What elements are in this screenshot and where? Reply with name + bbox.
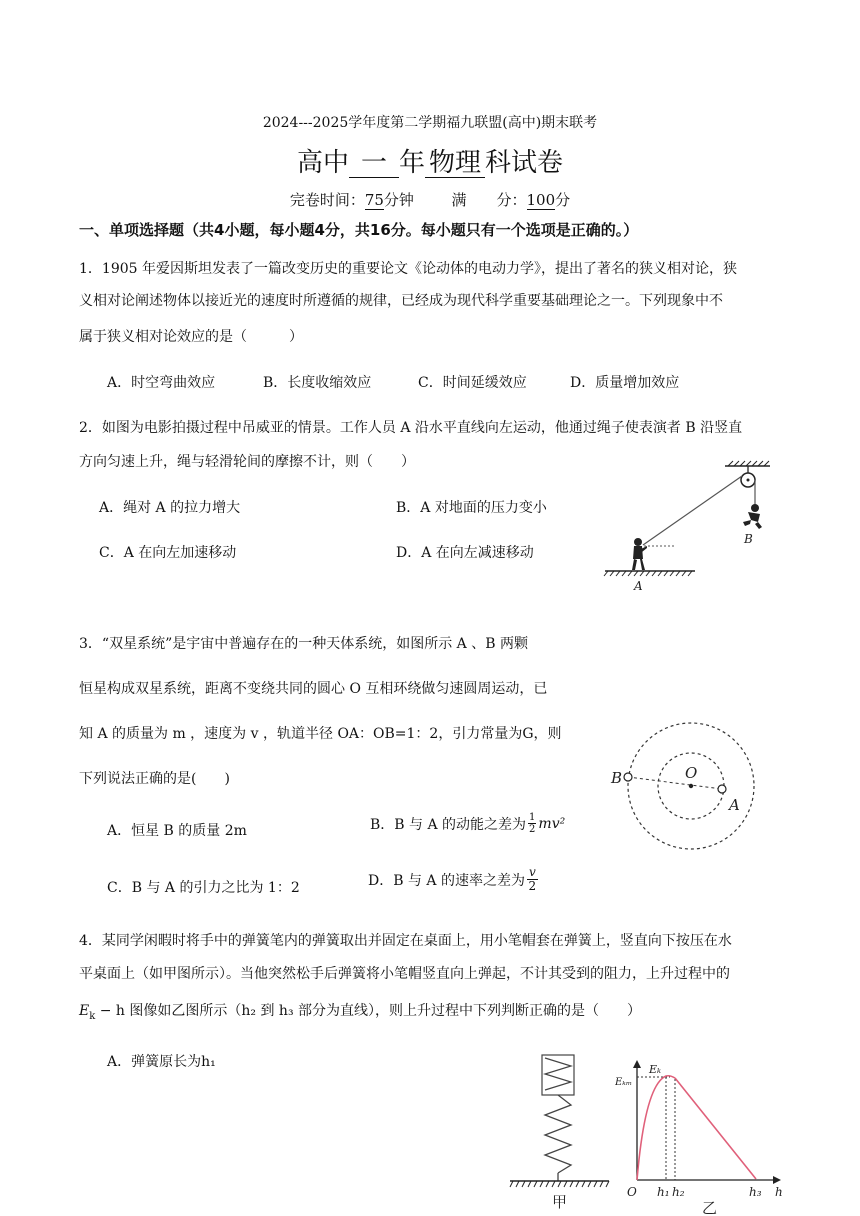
q3-figure xyxy=(605,700,775,860)
star-b xyxy=(624,773,632,781)
graph-label-h1: h₁ xyxy=(657,1185,670,1199)
worker-a-icon xyxy=(632,538,647,570)
q1-line2: 义相对论阐述物体以接近光的速度时所遵循的规律，已经成为现代科学重要基础理论之一。下列现象中不 xyxy=(79,293,723,309)
q1-option-c[interactable]: C．时间延缓效应 xyxy=(418,375,527,391)
score-label: 满 分： xyxy=(451,191,527,209)
q3-figure-label-b: B xyxy=(611,769,623,787)
q1-option-a[interactable]: A．时空弯曲效应 xyxy=(107,375,216,391)
spring xyxy=(545,1095,571,1173)
q3-line1: 3．“双星系统”是宇宙中普遍存在的一种天体系统，如图所示 A 、B 两颗 xyxy=(79,636,528,652)
q4-ek-subscript: k xyxy=(89,1010,96,1022)
q4-line1: 4．某同学闲暇时将手中的弹簧笔内的弹簧取出并固定在桌面上，用小笔帽套在弹簧上，竖直向下按压在水 xyxy=(79,933,732,949)
q2-option-a[interactable]: A．绳对 A 的拉力增大 xyxy=(99,500,241,516)
time-unit: 分钟 xyxy=(383,191,414,209)
q4-line3-text: − h 图像如乙图所示（h₂ 到 h₃ 部分为直线），则上升过程中下列判断正确的是（ ） xyxy=(95,1003,642,1019)
q2-figure xyxy=(600,460,780,595)
q3-line3: 知 A 的质量为 m ，速度为 v ，轨道半径 OA：OB=1：2，引力常量为G，则 xyxy=(79,726,562,742)
q3-option-b-fraction xyxy=(528,812,536,835)
graph-label-h2: h₂ xyxy=(672,1185,685,1199)
title-grade: 一 xyxy=(349,150,399,178)
q4-option-a[interactable]: A．弹簧原长为h₁ xyxy=(107,1054,216,1070)
q3-option-d-fraction xyxy=(527,866,538,893)
q3-option-d-numerator: v xyxy=(528,865,536,879)
title-part2: 年 xyxy=(398,148,425,178)
graph-label-ek: Eₖ xyxy=(649,1063,662,1076)
q1-option-b[interactable]: B．长度收缩效应 xyxy=(263,375,372,391)
section-heading: 一、单项选择题（共4小题，每小题4分，共16分。每小题只有一个选项是正确的。） xyxy=(79,221,639,239)
ek-line xyxy=(675,1078,756,1179)
time-value: 75 xyxy=(364,191,384,209)
title-subject: 物理 xyxy=(425,150,485,178)
performer-b-icon xyxy=(743,504,762,529)
exam-info xyxy=(0,189,860,210)
q2-line2: 方向匀速上升，绳与轻滑轮间的摩擦不计，则（ ） xyxy=(79,454,415,470)
q3-line4: 下列说法正确的是( ) xyxy=(79,771,230,787)
q2-option-d[interactable]: D．A 在向左减速移动 xyxy=(396,545,534,561)
graph-label-h: h xyxy=(775,1185,783,1199)
q3-option-b-tail: mv² xyxy=(538,815,566,832)
center-o xyxy=(689,784,693,788)
q1-option-d[interactable]: D．质量增加效应 xyxy=(570,375,680,391)
title-part1: 高中 xyxy=(296,148,349,178)
q3-line2: 恒星构成双星系统，距离不变绕共同的圆心 O 互相环绕做匀速圆周运动，已 xyxy=(79,681,548,697)
q4-figure-jia xyxy=(505,1050,615,1210)
q3-option-b[interactable] xyxy=(370,812,565,835)
q2-line1: 2．如图为电影拍摄过程中吊威亚的情景。工作人员 A 沿水平直线向左运动，他通过绳子使表演者 B 沿竖直 xyxy=(79,420,743,436)
q4-figure-jia-label: 甲 xyxy=(552,1193,568,1210)
graph-label-h3: h₃ xyxy=(749,1185,762,1199)
paper-title xyxy=(0,142,860,179)
q3-option-b-numerator: 1 xyxy=(529,812,536,823)
score-unit: 分 xyxy=(555,191,571,209)
q3-option-d-text: D．B 与 A 的速率之差为 xyxy=(368,872,525,889)
ek-curve xyxy=(637,1076,675,1180)
q3-figure-label-a: A xyxy=(729,796,740,814)
q3-option-b-text: B．B 与 A 的动能之差为 xyxy=(370,816,527,833)
q1-line3: 属于狭义相对论效应的是（ ） xyxy=(79,329,303,345)
q3-option-d[interactable] xyxy=(368,866,538,893)
exam-title-line: 2024---2025学年度第二学期福九联盟(高中)期末联考 xyxy=(262,115,598,131)
q4-figure-yi xyxy=(615,1055,790,1216)
graph-label-ekm: Eₖₘ xyxy=(615,1077,633,1088)
q4-figure-yi-label: 乙 xyxy=(702,1199,718,1216)
q2-option-b[interactable]: B．A 对地面的压力变小 xyxy=(396,500,547,516)
q4-ek-symbol: E xyxy=(79,1003,90,1019)
q2-option-c[interactable]: C．A 在向左加速移动 xyxy=(99,545,237,561)
q3-figure-label-o: O xyxy=(685,764,698,782)
q4-line3 xyxy=(79,1000,641,1022)
q4-line2: 平桌面上（如甲图所示）。当他突然松手后弹簧将小笔帽竖直向上弹起，不计其受到的阻力，上升过程中的 xyxy=(79,966,730,982)
time-label: 完卷时间： xyxy=(289,191,365,209)
q3-option-d-denominator: 2 xyxy=(528,879,537,893)
q1-line1: 1．1905 年爱因斯坦发表了一篇改变历史的重要论文《论动体的电动力学》，提出了著名的狭义相对论，狭 xyxy=(79,261,737,277)
graph-label-o: O xyxy=(627,1185,637,1199)
star-a xyxy=(718,785,726,793)
q3-option-a[interactable]: A．恒星 B 的质量 2m xyxy=(107,823,247,839)
q2-figure-label-a: A xyxy=(634,579,643,593)
q3-option-c[interactable]: C．B 与 A 的引力之比为 1：2 xyxy=(107,880,300,896)
title-part3: 科试卷 xyxy=(485,148,564,178)
q3-option-b-denominator: 2 xyxy=(529,824,536,835)
q2-figure-label-b: B xyxy=(744,532,753,546)
score-value: 100 xyxy=(526,191,556,209)
